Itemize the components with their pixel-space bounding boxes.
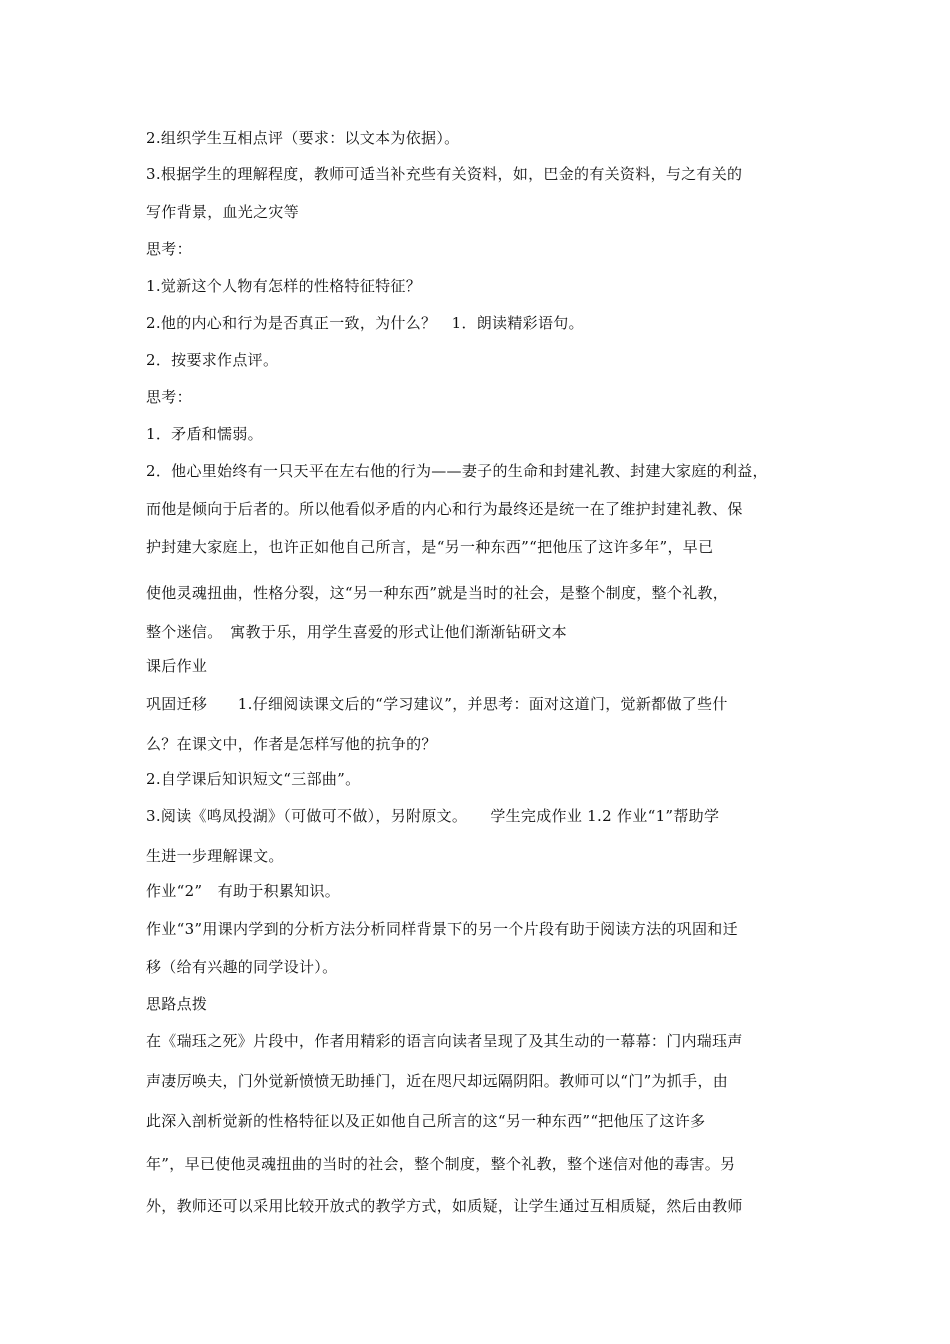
text-line: 外，教师还可以采用比较开放式的教学方式，如质疑，让学生通过互相质疑，然后由教师 [146, 1197, 743, 1215]
text-line: 年”，早已使他灵魂扭曲的当时的社会，整个制度，整个礼教，整个迷信对他的毒害。另 [146, 1155, 736, 1173]
text-line: 作业“2” 有助于积累知识。 [146, 882, 341, 900]
text-line: 声凄厉唤夫，门外觉新愤愤无助捶门，近在咫尺却远隔阴阳。教师可以“门”为抓手，由 [146, 1072, 729, 1090]
text-line: 此深入剖析觉新的性格特征以及正如他自己所言的这“另一种东西”“把他压了这许多 [146, 1112, 706, 1130]
text-line: 2.组织学生互相点评（要求：以文本为依据）。 [146, 129, 460, 147]
text-line: 么？在课文中，作者是怎样写他的抗争的？ [146, 735, 437, 753]
text-line: 在《瑞珏之死》片段中，作者用精彩的语言向读者呈现了及其生动的一幕幕：门内瑞珏声 [146, 1032, 743, 1050]
text-line: 整个迷信。 寓教于乐，用学生喜爱的形式让他们渐渐钻研文本 [146, 623, 567, 641]
text-line: 护封建大家庭上，也许正如他自己所言，是“另一种东西”“把他压了这许多年”，早已 [146, 538, 714, 556]
text-line: 写作背景，血光之灾等 [146, 203, 300, 221]
text-line: 使他灵魂扭曲，性格分裂，这“另一种东西”就是当时的社会，是整个制度，整个礼教， [146, 584, 729, 602]
text-line: 2.自学课后知识短文“三部曲”。 [146, 770, 361, 788]
text-line: 思考： [146, 388, 192, 406]
text-line: 3.根据学生的理解程度，教师可适当补充些有关资料，如，巴金的有关资料，与之有关的 [146, 165, 743, 183]
text-line: 1.觉新这个人物有怎样的性格特征特征？ [146, 277, 422, 295]
text-line: 3.阅读《鸣凤投湖》（可做可不做），另附原文。 学生完成作业 1.2 作业“1”帮助学 [146, 807, 720, 825]
text-line: 2．他心里始终有一只天平在左右他的行为——妻子的生命和封建礼教、封建大家庭的利益， [146, 462, 768, 480]
text-line: 移（给有兴趣的同学设计）。 [146, 958, 338, 976]
text-line: 而他是倾向于后者的。所以他看似矛盾的内心和行为最终还是统一在了维护封建礼教、保 [146, 500, 743, 518]
text-line: 2．按要求作点评。 [146, 351, 279, 369]
text-line: 巩固迁移 1.仔细阅读课文后的“学习建议”，并思考：面对这道门，觉新都做了些什 [146, 695, 728, 713]
text-line: 课后作业 [146, 657, 208, 675]
text-line: 生进一步理解课文。 [146, 847, 284, 865]
text-line: 作业“3”用课内学到的分析方法分析同样背景下的另一个片段有助于阅读方法的巩固和迁 [146, 920, 738, 938]
text-line: 思路点拨 [146, 995, 208, 1013]
text-line: 1．矛盾和懦弱。 [146, 425, 263, 443]
text-line: 思考： [146, 240, 192, 258]
text-line: 2.他的内心和行为是否真正一致，为什么？ 1．朗读精彩语句。 [146, 314, 584, 332]
